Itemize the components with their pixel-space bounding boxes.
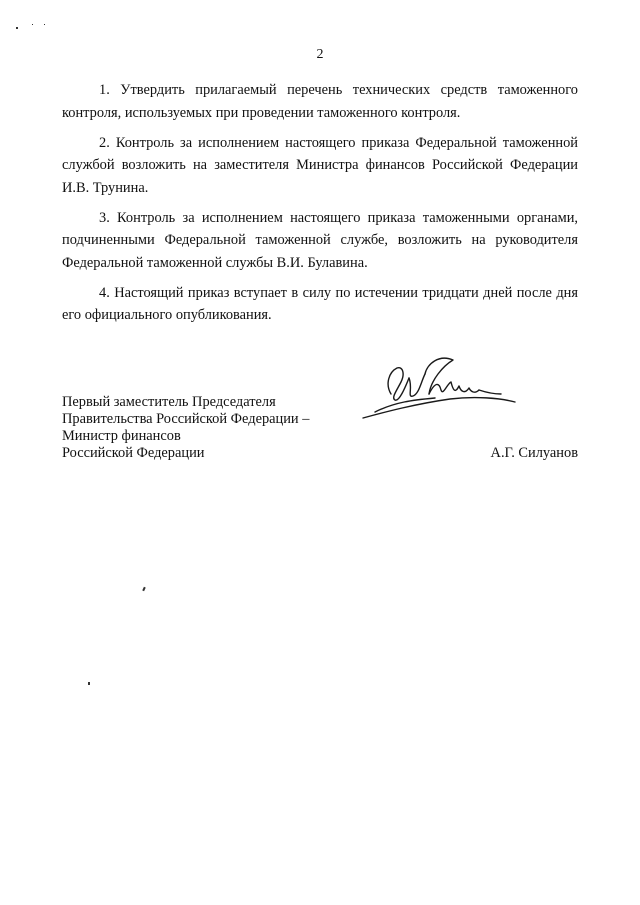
paragraph-3: 3. Контроль за исполнением настоящего приказа таможенными органами, подчиненными Федеральной таможенной службе, возложить на руководителя Федеральной таможенной службы В.И. Булавина. [62,209,578,271]
order-body [62,79,578,334]
handwritten-signature [355,352,520,427]
signatory-title [62,394,309,462]
signatory-title-line: Первый заместитель Председателя [62,394,276,410]
scan-speck [142,587,146,591]
scan-speck [88,682,90,685]
scan-speck [16,27,18,29]
signatory-title-line: Правительства Российской Федерации – [62,411,310,427]
paragraph-4: 4. Настоящий приказ вступает в силу по истечении тридцати дней после дня его официального опубликования. [62,284,578,323]
signer-name: А.Г. Силуанов [490,445,578,461]
signatory-title-line: Министр финансов [62,428,181,444]
signatory-title-line: Российской Федерации [62,445,205,461]
page-number: 2 [316,47,324,62]
paragraph-2: 2. Контроль за исполнением настоящего приказа Федеральной таможенной службой возложить на заместителя Министра финансов Российской Федерации И.В. Трунина. [62,134,578,196]
scan-speck [44,24,45,25]
paragraph-1: 1. Утвердить прилагаемый перечень технических средств таможенного контроля, используемых при проведении таможенного контроля. [62,82,578,121]
scan-speck [32,24,33,25]
